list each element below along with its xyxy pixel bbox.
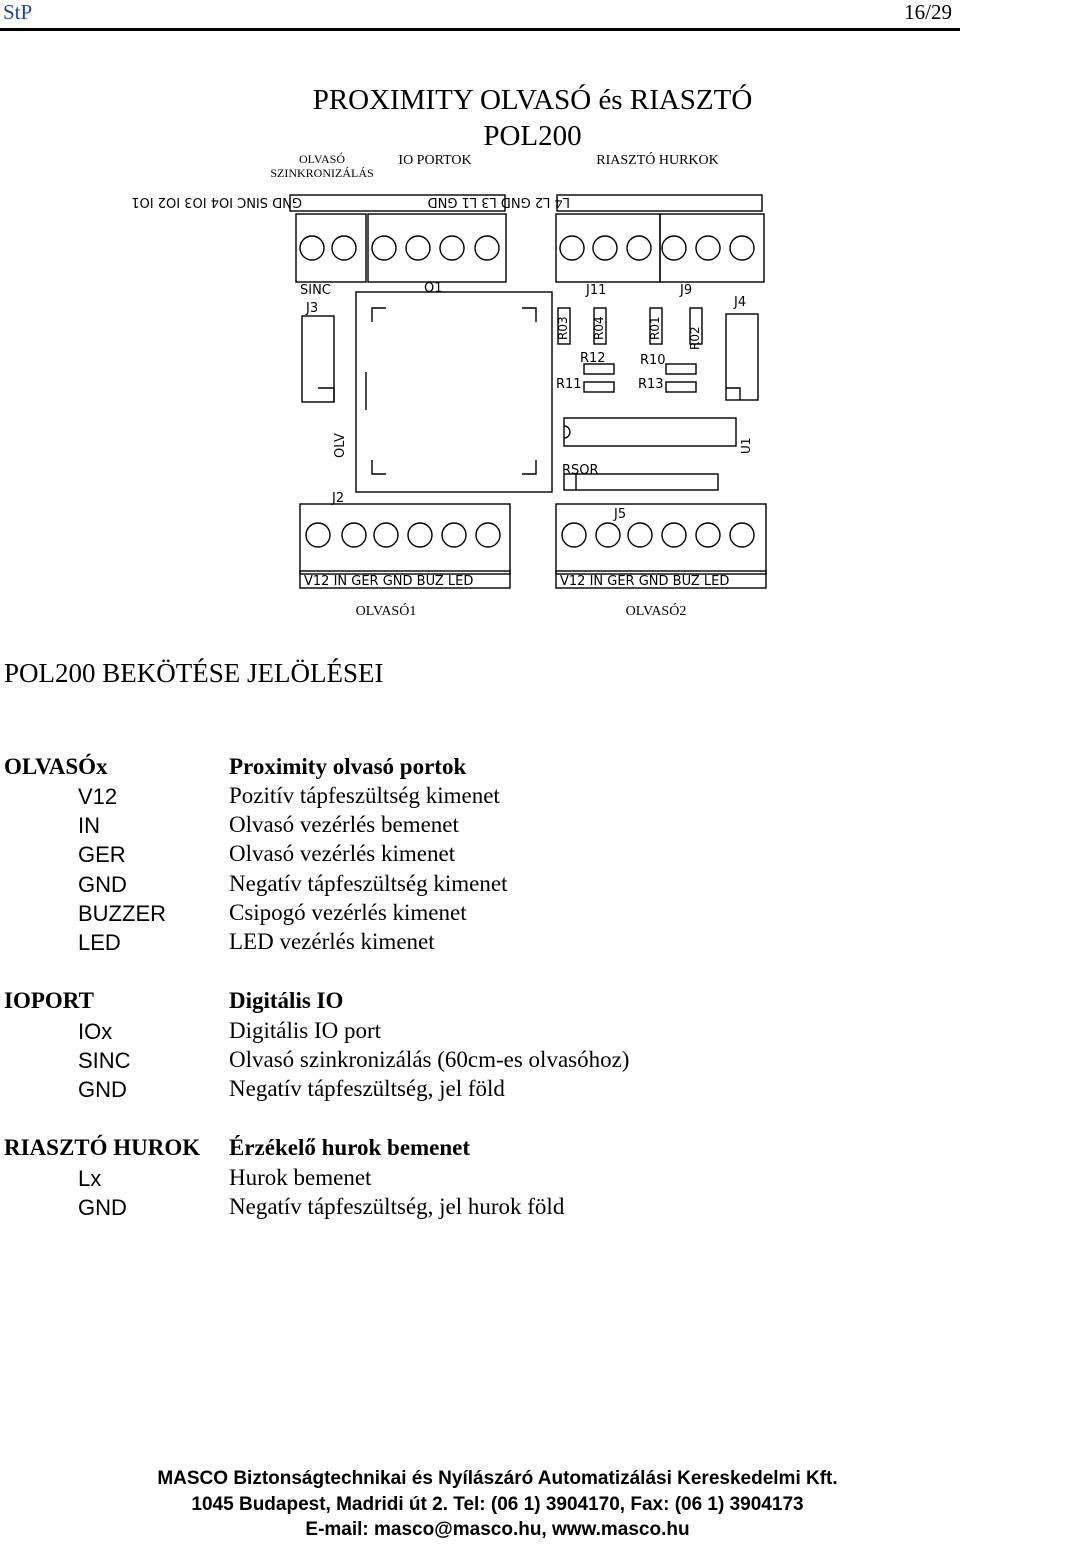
silk-r02: R02	[688, 326, 702, 350]
legend-value: Pozitív tápfeszültség kimenet	[229, 783, 500, 808]
label-io-ports: IO PORTOK	[398, 153, 472, 168]
section-title: POL200 BEKÖTÉSE JELÖLÉSEI	[4, 658, 384, 688]
silk-r13: R13	[638, 377, 664, 392]
legend-value: Csipogó vezérlés kimenet	[229, 900, 467, 925]
silk-j9: J9	[680, 283, 693, 298]
silk-j4: J4	[734, 295, 747, 310]
footer-contact: E-mail: masco@masco.hu, www.masco.hu	[305, 1519, 690, 1540]
silk-r04: R04	[592, 316, 606, 340]
silk-r03: R03	[556, 316, 570, 340]
label-reader2: OLVASÓ2	[625, 604, 687, 619]
silk-sinc: SINC	[300, 283, 331, 298]
header-rule	[0, 28, 960, 31]
footer-company: MASCO Biztonságtechnikai és Nyílászáró Automatizálási Kereskedelmi Kft.	[157, 1468, 838, 1489]
legend-value: Proximity olvasó portok	[229, 754, 467, 779]
pcb-diagram	[131, 192, 772, 592]
silk-j3: J3	[306, 301, 319, 316]
silk-r10: R10	[640, 353, 666, 368]
legend-key: IOPORT	[4, 988, 94, 1013]
legend-key: RIASZTÓ HUROK	[4, 1135, 201, 1160]
legend-value: Negatív tápfeszültség, jel föld	[229, 1076, 505, 1101]
legend-key: IOx	[78, 1019, 113, 1044]
top-pins-left: GND SINC IO4 IO3 IO2 IO1	[131, 194, 302, 209]
silk-olv: OLV	[333, 433, 348, 458]
legend-value: Olvasó vezérlés bemenet	[229, 812, 459, 837]
top-pins-right: L4 L2 GND L3 L1 GND	[427, 194, 570, 209]
legend-value: Hurok bemenet	[229, 1165, 372, 1190]
legend-key: GND	[78, 1077, 127, 1102]
legend-value: Negatív tápfeszültség, jel hurok föld	[229, 1194, 565, 1219]
legend-value: Digitális IO	[229, 988, 344, 1013]
legend-key: SINC	[78, 1048, 131, 1073]
bottom-pins-reader2: V12 IN GER GND BUZ LED	[560, 574, 730, 589]
legend-value: LED vezérlés kimenet	[229, 929, 435, 954]
legend-key: GND	[78, 1195, 127, 1220]
silk-r11: R11	[556, 377, 582, 392]
bottom-pins-reader1: V12 IN GER GND BUZ LED	[304, 574, 474, 589]
legend-value: Digitális IO port	[229, 1018, 382, 1043]
legend-key: IN	[78, 813, 100, 838]
page-title: PROXIMITY OLVASÓ és RIASZTÓ	[312, 84, 753, 116]
footer-address: 1045 Budapest, Madridi út 2. Tel: (06 1) 3904170, Fax: (06 1) 3904173	[191, 1494, 804, 1515]
page-subtitle: POL200	[483, 120, 582, 152]
legend-key: OLVASÓx	[4, 754, 108, 779]
silk-o1: O1	[424, 281, 443, 296]
legend-key: GER	[78, 842, 126, 867]
label-sync: OLVASÓ SZINKRONIZÁLÁS	[270, 152, 374, 180]
legend-key: Lx	[78, 1166, 102, 1191]
legend-key: GND	[78, 872, 127, 897]
header-left: StP	[3, 0, 33, 24]
silk-u1: U1	[739, 437, 753, 454]
legend-key: LED	[78, 930, 121, 955]
silk-r12: R12	[580, 351, 606, 366]
silk-j11: J11	[586, 283, 607, 298]
legend-key: BUZZER	[78, 901, 166, 926]
page-number: 16/29	[904, 0, 952, 24]
label-alarm-loops: RIASZTÓ HURKOK	[596, 153, 719, 168]
legend-value: Érzékelő hurok bemenet	[229, 1135, 471, 1160]
legend-key: V12	[78, 784, 118, 809]
silk-j2: J2	[332, 491, 345, 506]
silk-j5: J5	[614, 507, 627, 522]
legend-value: Olvasó szinkronizálás (60cm-es olvasóhoz)	[229, 1047, 630, 1072]
silk-r01: R01	[648, 316, 662, 340]
legend-value: Olvasó vezérlés kimenet	[229, 841, 456, 866]
silk-rsor: RSOR	[562, 463, 599, 478]
legend-value: Negatív tápfeszültség kimenet	[229, 871, 508, 896]
label-reader1: OLVASÓ1	[355, 604, 417, 619]
